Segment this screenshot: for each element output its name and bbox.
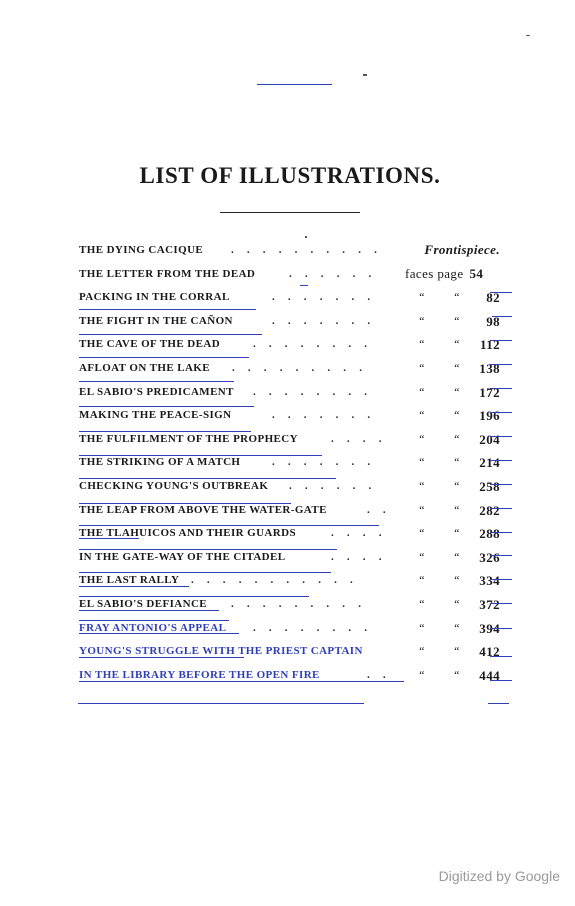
pencil-underline: [490, 364, 512, 365]
ditto-mark: “: [453, 384, 461, 399]
pencil-underline: [79, 549, 337, 550]
illustration-entry: [79, 358, 509, 382]
pencil-rule-top: [257, 84, 332, 85]
illustration-caption: THE CAVE OF THE DEAD: [79, 338, 221, 351]
pencil-underline: [79, 572, 331, 573]
page-number: 258: [479, 478, 500, 494]
page-number: 172: [479, 384, 500, 400]
illustrations-list: [79, 240, 509, 688]
illustration-entry: [79, 547, 509, 571]
pencil-rule-bottom-right: [488, 703, 509, 704]
illustration-caption: EL SABIO'S DEFIANCE: [79, 597, 208, 610]
illustration-caption: MAKING THE PEACE-SIGN: [79, 409, 232, 422]
pencil-underline: [79, 334, 262, 335]
pencil-strikethrough: [79, 586, 189, 587]
dot-leader: . . . .: [331, 432, 387, 445]
illustration-entry: [79, 476, 509, 500]
illustration-caption: IN THE LIBRARY BEFORE THE OPEN FIRE: [79, 668, 320, 681]
illustration-entry: [79, 618, 509, 642]
page-reference: [405, 266, 483, 282]
ditto-mark: “: [453, 596, 461, 611]
dot-leader: . . . . . . .: [272, 456, 376, 469]
illustration-caption: THE FIGHT IN THE CAÑON: [79, 314, 233, 327]
ditto-mark: “: [453, 667, 461, 682]
dot-leader: . . . . . . .: [272, 291, 376, 304]
illustration-caption: FRAY ANTONIO'S APPEAL: [79, 621, 227, 634]
pencil-underline: [490, 680, 512, 681]
pencil-underline: [490, 340, 512, 341]
ink-speck: [305, 236, 307, 238]
dot-leader: . . . .: [331, 550, 387, 563]
illustration-caption: THE STRIKING OF A MATCH: [79, 456, 241, 469]
page-number: 214: [479, 455, 500, 471]
ditto-mark: “: [418, 360, 426, 375]
illustration-caption: THE DYING CACIQUE: [79, 244, 204, 256]
dot-leader: . . . . . .: [289, 479, 377, 492]
ditto-mark: “: [418, 455, 426, 470]
pencil-underline: [490, 628, 512, 629]
page-number: 372: [479, 596, 500, 612]
page-title: LIST OF ILLUSTRATIONS.: [139, 163, 441, 188]
pencil-underline: [490, 656, 512, 657]
illustration-caption: THE TLAHUICOS AND THEIR GUARDS: [79, 527, 296, 540]
ditto-mark: “: [418, 408, 426, 423]
ink-speck: [526, 35, 530, 36]
pencil-underline: [490, 579, 512, 580]
ditto-mark: “: [418, 549, 426, 564]
pencil-underline: [492, 316, 512, 317]
pencil-underline: [79, 503, 291, 504]
pencil-underline: [79, 620, 229, 621]
illustration-caption: PACKING IN THE CORRAL: [79, 291, 230, 304]
page-number: 288: [479, 526, 500, 542]
pencil-underline: [490, 436, 512, 437]
pencil-strikethrough: [79, 681, 404, 682]
pencil-underline: [79, 381, 234, 382]
pencil-strikethrough: [79, 657, 244, 658]
ditto-mark: “: [453, 549, 461, 564]
illustration-entry: [79, 594, 509, 618]
ditto-mark: “: [453, 620, 461, 635]
ditto-mark: “: [453, 644, 461, 659]
dot-leader: . . . . . . . . .: [232, 361, 368, 374]
pencil-underline: [490, 484, 512, 485]
ditto-mark: “: [418, 667, 426, 682]
dot-leader: . . . . . . . .: [253, 338, 373, 351]
ditto-mark: “: [453, 408, 461, 423]
illustration-entry: [79, 382, 509, 406]
pencil-underline: [300, 285, 308, 286]
pencil-underline: [79, 478, 336, 479]
illustration-caption: CHECKING YOUNG'S OUTBREAK: [79, 479, 269, 492]
page-number: 282: [479, 502, 500, 518]
page-number: 444: [479, 667, 500, 683]
dot-leader: . . . . . .: [289, 267, 377, 280]
ink-speck: [363, 74, 367, 76]
ditto-mark: “: [418, 478, 426, 493]
ditto-mark: “: [453, 290, 461, 305]
ditto-mark: “: [418, 384, 426, 399]
illustration-entry: [79, 665, 509, 689]
pencil-underline: [79, 525, 379, 526]
ditto-mark: “: [418, 431, 426, 446]
faces-page-label: faces page: [405, 265, 464, 281]
illustration-caption: YOUNG'S STRUGGLE WITH THE PRIEST CAPTAIN: [79, 645, 363, 658]
ditto-mark: “: [453, 431, 461, 446]
ditto-mark: “: [418, 337, 426, 352]
illustration-caption: EL SABIO'S PREDICAMENT: [79, 385, 234, 398]
pencil-underline: [490, 508, 512, 509]
dot-leader: . . . . . . . .: [253, 621, 373, 634]
ditto-mark: “: [453, 573, 461, 588]
ditto-mark: “: [453, 360, 461, 375]
illustration-entry: [79, 641, 509, 665]
pencil-underline: [79, 455, 322, 456]
illustration-caption: AFLOAT ON THE LAKE: [79, 361, 210, 374]
ditto-mark: “: [418, 313, 426, 328]
ditto-mark: “: [453, 455, 461, 470]
dot-leader: . .: [367, 668, 391, 681]
illustration-entry: [79, 405, 509, 429]
illustration-entry: [79, 570, 509, 594]
pencil-underline: [490, 555, 512, 556]
page-number: 98: [486, 313, 500, 329]
pencil-underline: [490, 412, 512, 413]
pencil-strikethrough: [79, 538, 139, 539]
pencil-underline: [79, 406, 254, 407]
page-number: 196: [479, 408, 500, 424]
illustration-entry: [79, 334, 509, 358]
ditto-mark: “: [418, 526, 426, 541]
pencil-underline: [79, 309, 256, 310]
page-number: 112: [480, 337, 500, 353]
page-number: 412: [479, 644, 500, 660]
ditto-mark: “: [418, 502, 426, 517]
dot-leader: . . . . . . . .: [253, 385, 373, 398]
pencil-rule-bottom: [78, 703, 364, 704]
ditto-mark: “: [453, 313, 461, 328]
dot-leader: . . . . . . .: [272, 409, 376, 422]
page-number: 326: [479, 549, 500, 565]
page-number: 394: [479, 620, 500, 636]
dot-leader: . .: [367, 503, 391, 516]
dot-leader: . . . . . . . . .: [231, 597, 367, 610]
page-number: 54: [469, 265, 484, 281]
illustration-entry: [79, 287, 509, 311]
illustration-caption: IN THE GATE-WAY OF THE CITADEL: [79, 550, 286, 563]
ditto-mark: “: [418, 573, 426, 588]
page-number: 204: [479, 431, 500, 447]
illustration-entry: [79, 240, 509, 264]
pencil-underline: [490, 532, 512, 533]
page-number: 334: [479, 573, 500, 589]
page-number: 138: [479, 360, 500, 376]
pencil-underline: [490, 292, 512, 293]
illustration-entry: [79, 429, 509, 453]
illustration-caption: THE FULFILMENT OF THE PROPHECY: [79, 432, 298, 445]
pencil-underline: [490, 603, 512, 604]
dot-leader: . . . . . . .: [272, 314, 376, 327]
ditto-mark: “: [418, 644, 426, 659]
illustration-caption: THE LAST RALLY: [79, 574, 180, 587]
watermark: Digitized by Google: [438, 868, 560, 884]
illustration-entry: [79, 311, 509, 335]
ditto-mark: “: [418, 596, 426, 611]
ditto-mark: “: [453, 337, 461, 352]
title-divider: [220, 212, 360, 213]
ditto-mark: “: [418, 290, 426, 305]
pencil-underline: [490, 388, 512, 389]
dot-leader: . . . . . . . . . . .: [191, 574, 358, 587]
ditto-mark: “: [418, 620, 426, 635]
ditto-mark: “: [453, 502, 461, 517]
pencil-underline: [79, 357, 249, 358]
ditto-mark: “: [453, 526, 461, 541]
pencil-underline: [79, 596, 309, 597]
pencil-underline: [490, 460, 512, 461]
ditto-mark: “: [453, 478, 461, 493]
illustration-entry: [79, 264, 509, 288]
illustration-caption: THE LETTER FROM THE DEAD: [79, 267, 256, 280]
illustration-caption: THE LEAP FROM ABOVE THE WATER-GATE: [79, 503, 327, 516]
pencil-strikethrough: [79, 633, 239, 634]
dot-leader: . . . .: [331, 527, 387, 540]
dot-leader: . . . . . . . . . .: [231, 244, 383, 256]
illustration-entry: [79, 523, 509, 547]
page-number: 82: [486, 290, 500, 306]
page-reference: Frontispiece.: [424, 242, 500, 257]
pencil-strikethrough: [79, 610, 219, 611]
pencil-underline: [79, 431, 251, 432]
